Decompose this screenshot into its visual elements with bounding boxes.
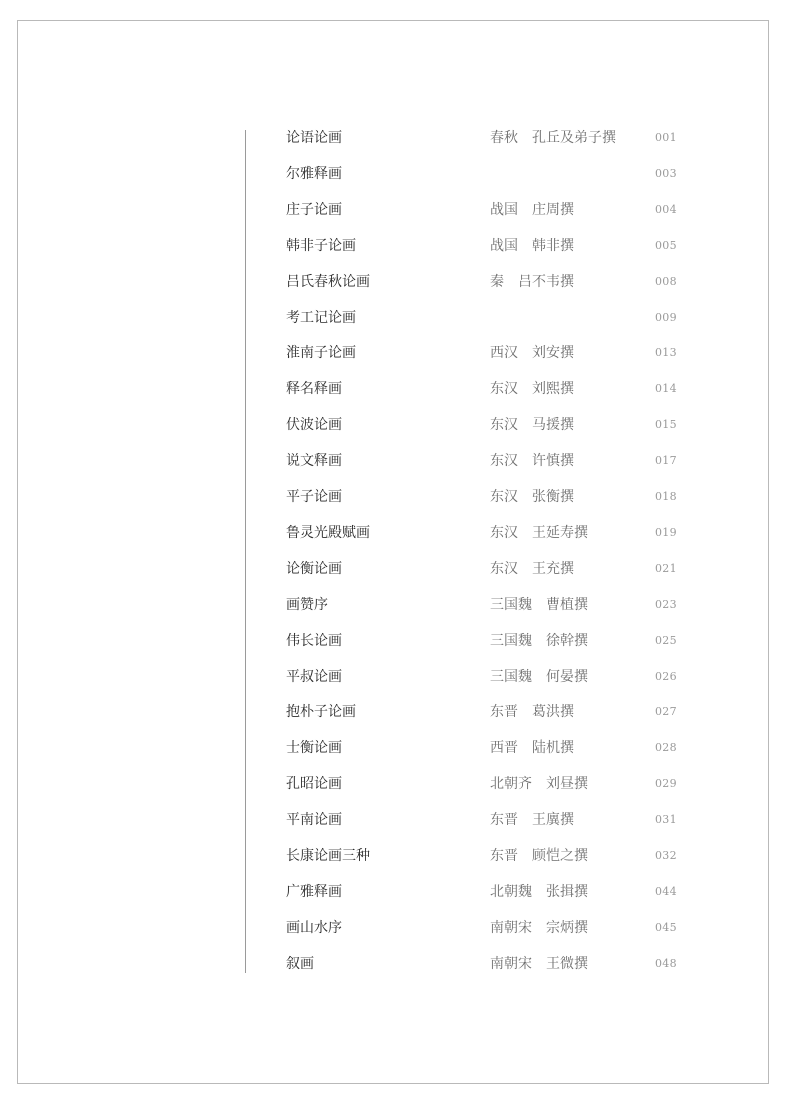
toc-entry-title: 鲁灵光殿赋画 [286, 525, 370, 541]
toc-entry-author: 西晋 陆机撰 [490, 740, 574, 756]
toc-entry-author: 东晋 葛洪撰 [490, 704, 574, 720]
toc-entry[interactable] [0, 341, 790, 365]
toc-entry-author: 秦 吕不韦撰 [490, 274, 574, 290]
toc-entry-page-number: 044 [655, 885, 677, 898]
toc-entry[interactable] [0, 449, 790, 473]
toc-entry[interactable] [0, 880, 790, 904]
toc-entry-title: 说文释画 [286, 453, 342, 469]
toc-entry-author: 南朝宋 宗炳撰 [490, 920, 588, 936]
toc-entry-title: 韩非子论画 [286, 238, 356, 254]
toc-entry[interactable] [0, 665, 790, 689]
toc-entry[interactable] [0, 162, 790, 186]
toc-entry-title: 士衡论画 [286, 740, 342, 756]
toc-entry-title: 平南论画 [286, 812, 342, 828]
toc-entry-title: 伟长论画 [286, 633, 342, 649]
toc-entry-title: 画赞序 [286, 597, 328, 613]
toc-entry-title: 抱朴子论画 [286, 704, 356, 720]
toc-entry[interactable] [0, 198, 790, 222]
toc-entry-page-number: 048 [655, 957, 677, 970]
toc-entry[interactable] [0, 593, 790, 617]
toc-entry-page-number: 023 [655, 598, 677, 611]
toc-entry[interactable] [0, 700, 790, 724]
toc-entry-author: 西汉 刘安撰 [490, 345, 574, 361]
toc-entry[interactable] [0, 557, 790, 581]
toc-entry-author: 东汉 马援撰 [490, 417, 574, 433]
toc-entry-author: 北朝魏 张揖撰 [490, 884, 588, 900]
toc-entry-title: 画山水序 [286, 920, 342, 936]
toc-entry-page-number: 005 [655, 239, 677, 252]
toc-entry-author: 东汉 刘熙撰 [490, 381, 574, 397]
toc-entry-title: 伏波论画 [286, 417, 342, 433]
toc-entry[interactable] [0, 485, 790, 509]
toc-entry-author: 三国魏 曹植撰 [490, 597, 588, 613]
toc-entry-page-number: 021 [655, 562, 677, 575]
toc-entry[interactable] [0, 234, 790, 258]
toc-entry-title: 释名释画 [286, 381, 342, 397]
toc-entry-page-number: 004 [655, 203, 677, 216]
toc-entry-page-number: 009 [655, 311, 677, 324]
toc-entry-title: 庄子论画 [286, 202, 342, 218]
toc-entry[interactable] [0, 916, 790, 940]
toc-entry-title: 论衡论画 [286, 561, 342, 577]
toc-entry-page-number: 025 [655, 634, 677, 647]
toc-entry[interactable] [0, 126, 790, 150]
toc-entry-title: 叙画 [286, 956, 314, 972]
toc-entry-author: 东汉 王延寿撰 [490, 525, 588, 541]
toc-entry-author: 东晋 顾恺之撰 [490, 848, 588, 864]
toc-entry-page-number: 045 [655, 921, 677, 934]
toc-entry-page-number: 001 [655, 131, 677, 144]
toc-entry-title: 广雅释画 [286, 884, 342, 900]
toc-entry-author: 东汉 许慎撰 [490, 453, 574, 469]
toc-entry[interactable] [0, 629, 790, 653]
toc-entry-author: 三国魏 何晏撰 [490, 669, 588, 685]
toc-entry-page-number: 031 [655, 813, 677, 826]
toc-entry-page-number: 017 [655, 454, 677, 467]
toc-entry-page-number: 015 [655, 418, 677, 431]
toc-entry-page-number: 003 [655, 167, 677, 180]
toc-entry-author: 春秋 孔丘及弟子撰 [490, 130, 616, 146]
toc-entry[interactable] [0, 808, 790, 832]
toc-entry-page-number: 013 [655, 346, 677, 359]
toc-entry[interactable] [0, 844, 790, 868]
toc-entry-title: 尔雅释画 [286, 166, 342, 182]
toc-entry-title: 淮南子论画 [286, 345, 356, 361]
toc-entry-author: 战国 韩非撰 [490, 238, 574, 254]
toc-entry-page-number: 029 [655, 777, 677, 790]
toc-entry-title: 平子论画 [286, 489, 342, 505]
toc-entry-author: 东汉 张衡撰 [490, 489, 574, 505]
toc-entry-author: 东汉 王充撰 [490, 561, 574, 577]
toc-entry-title: 论语论画 [286, 130, 342, 146]
toc-entry-title: 长康论画三种 [286, 848, 370, 864]
toc-entry-page-number: 027 [655, 705, 677, 718]
toc-entry-author: 北朝齐 刘昼撰 [490, 776, 588, 792]
toc-entry[interactable] [0, 413, 790, 437]
toc-entry-page-number: 028 [655, 741, 677, 754]
toc-entry-page-number: 018 [655, 490, 677, 503]
toc-entry-author: 南朝宋 王微撰 [490, 956, 588, 972]
toc-entry-author: 东晋 王廙撰 [490, 812, 574, 828]
toc-entry-page-number: 032 [655, 849, 677, 862]
toc-entry-title: 平叔论画 [286, 669, 342, 685]
toc-entry-title: 吕氏春秋论画 [286, 274, 370, 290]
toc-entry-page-number: 008 [655, 275, 677, 288]
toc-entry-page-number: 026 [655, 670, 677, 683]
toc-entry[interactable] [0, 521, 790, 545]
toc-entry[interactable] [0, 306, 790, 330]
toc-entry-title: 考工记论画 [286, 310, 356, 326]
toc-entry-author: 三国魏 徐幹撰 [490, 633, 588, 649]
toc-entry[interactable] [0, 952, 790, 976]
toc-entry-title: 孔昭论画 [286, 776, 342, 792]
toc-entry[interactable] [0, 772, 790, 796]
toc-entry-author: 战国 庄周撰 [490, 202, 574, 218]
toc-entry[interactable] [0, 377, 790, 401]
toc-entry[interactable] [0, 736, 790, 760]
toc-entry[interactable] [0, 270, 790, 294]
toc-entry-page-number: 019 [655, 526, 677, 539]
toc-entry-page-number: 014 [655, 382, 677, 395]
